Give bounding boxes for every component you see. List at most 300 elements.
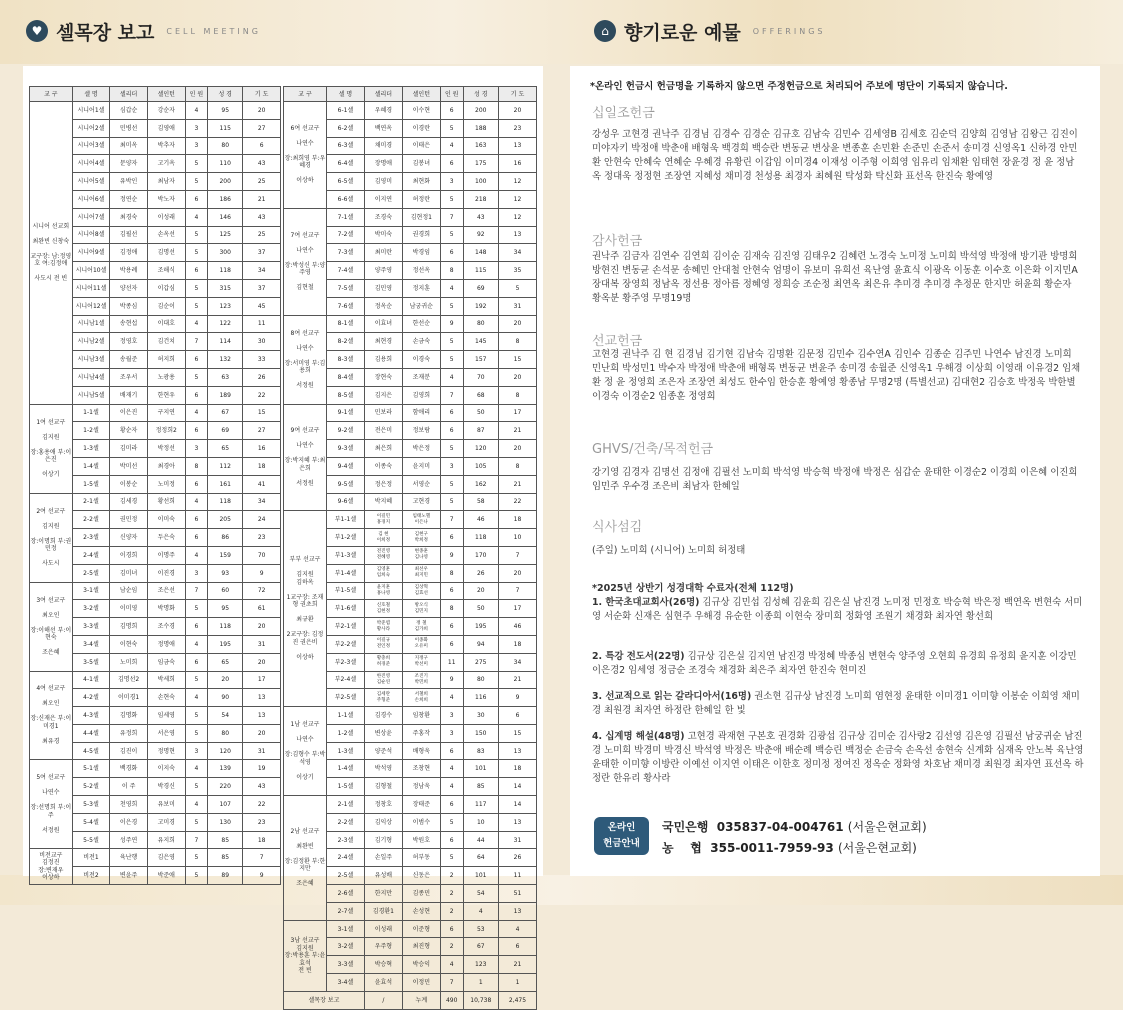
cell: 5-1셀 [72, 760, 110, 778]
cell: 23 [498, 119, 536, 137]
cell: 114 [208, 333, 243, 351]
group-cell: 비전교구 김정진 장:변재우 이상하 [30, 849, 73, 885]
cell: 박승혁 [364, 956, 402, 974]
online-notice: *온라인 헌금시 헌금명을 기록하지 않으면 주정헌금으로 처리되어 주보에 명단이 기록되지 않습니다. [590, 81, 1008, 92]
cell: 3-4셀 [72, 635, 110, 653]
cell: 12 [498, 173, 536, 191]
cell: 7-2셀 [327, 226, 365, 244]
cell: 부2-5셀 [327, 689, 365, 707]
cell: 지정구 박선미 [402, 653, 440, 671]
cell: 6 [185, 190, 208, 208]
cell: 4 [440, 689, 463, 707]
cell: 박노자 [147, 190, 185, 208]
cell: 정선옥 [402, 262, 440, 280]
cell: 시니어7셀 [72, 208, 110, 226]
cell: 4 [185, 493, 208, 511]
cell: 정영호 [110, 333, 148, 351]
cell: 조해식 [147, 262, 185, 280]
cell: 신양자 [110, 529, 148, 547]
cell: 시니어5셀 [72, 173, 110, 191]
cell: 최미옥 [110, 137, 148, 155]
cell: 시니남1셀 [72, 315, 110, 333]
cell: 3-2셀 [72, 600, 110, 618]
cell: 시니어3셀 [72, 137, 110, 155]
bank-owner: (서울은현교회) [837, 841, 917, 855]
cell: 3 [440, 457, 463, 475]
cell: 175 [463, 155, 498, 173]
cell: 5 [498, 279, 536, 297]
cell: 시니남4셀 [72, 368, 110, 386]
cell: 시니어6셀 [72, 190, 110, 208]
cell: 189 [208, 386, 243, 404]
cell: 110 [208, 155, 243, 173]
cell: 37 [243, 279, 281, 297]
total-people: 490 [440, 991, 463, 1009]
cell: 54 [463, 885, 498, 903]
reading-item-names: 김규상 김민섭 김성혜 김윤희 김은실 남진경 노미정 민정호 박승혁 박은정 백연옥 변현숙 서미영 서순화 신재은 심현주 우해경 유순한 이종희 이현숙 장미희 정화영 조원기 채경화 최자연 황선희 [592, 597, 1083, 622]
cell: 손일주 [364, 849, 402, 867]
group-cell: 시니어 선교회 최완빈 신창숙 교구장: 남:정영호 여:김정애 사도시 전 빈 [30, 102, 73, 405]
cell: 이 주 [110, 778, 148, 796]
cell: 유보미 [147, 796, 185, 814]
cell: 이성래 [147, 208, 185, 226]
cell: 5 [440, 333, 463, 351]
cell: 6 [440, 582, 463, 600]
cell: 101 [463, 760, 498, 778]
cell: 조경숙 [364, 208, 402, 226]
cell: 6-6셀 [327, 190, 365, 208]
cell: 배재기 [110, 386, 148, 404]
cell: 9 [498, 689, 536, 707]
cell: 17 [498, 404, 536, 422]
cell: 강순자 [147, 102, 185, 120]
cell: 7-4셀 [327, 262, 365, 280]
cell: 34 [243, 493, 281, 511]
cell: 6 [440, 404, 463, 422]
cell: 15 [498, 351, 536, 369]
cell: 박명화 [147, 600, 185, 618]
group-cell: 9여 선교구 나연수 장:박지혜 부:최은희 서정원 [284, 404, 327, 511]
cell: 162 [463, 475, 498, 493]
cell: 6 [498, 707, 536, 725]
cell: 4 [185, 635, 208, 653]
cell: 86 [208, 529, 243, 547]
cell: 허부동 [402, 849, 440, 867]
cell: 123 [208, 297, 243, 315]
table-row [30, 671, 281, 689]
cell: 150 [463, 724, 498, 742]
cell-table-right [283, 86, 537, 1010]
group-cell: 8여 선교구 나연수 장:서미영 부:김용희 서정원 [284, 315, 327, 404]
cell: 이미영 [110, 600, 148, 618]
cell: 21 [243, 190, 281, 208]
cell: 이은진 [110, 404, 148, 422]
cell: 4 [440, 279, 463, 297]
cell: 8-2셀 [327, 333, 365, 351]
offerings-title: 향기로운 예물 [624, 21, 741, 44]
cell: 50 [463, 404, 498, 422]
cell: 6 [440, 618, 463, 636]
cell: 130 [208, 813, 243, 831]
cell: 20 [498, 440, 536, 458]
cell: 시니남2셀 [72, 333, 110, 351]
cell: 최남자 [147, 173, 185, 191]
cell: 192 [463, 297, 498, 315]
cell: 김 현 이희정 [364, 529, 402, 547]
cell: 146 [208, 208, 243, 226]
cell: 26 [463, 564, 498, 582]
cell: 2-5셀 [72, 564, 110, 582]
column-header: 기 도 [498, 87, 536, 102]
cell: 4 [440, 137, 463, 155]
cell: 3-3셀 [327, 956, 365, 974]
cell: 1-4셀 [72, 457, 110, 475]
cell: 2 [440, 885, 463, 903]
cell: 최선우 최지민 [402, 564, 440, 582]
cell: 5 [440, 297, 463, 315]
cell: 6 [440, 244, 463, 262]
cell: 박지혜 [364, 493, 402, 511]
cell: 함애리 [402, 404, 440, 422]
cell: 6 [440, 102, 463, 120]
cell: 고미경 [147, 813, 185, 831]
total-sum-label: 누계 [402, 991, 440, 1009]
cell: 5 [440, 119, 463, 137]
cell: 임세영 [147, 707, 185, 725]
cell: 118 [208, 493, 243, 511]
cell: 이명주 [147, 546, 185, 564]
cell: 조진기 박민희 [402, 671, 440, 689]
cell: 8-1셀 [327, 315, 365, 333]
cell: 25 [243, 173, 281, 191]
cell: 조우서 [110, 368, 148, 386]
cell: 최경숙 [110, 208, 148, 226]
cell: 9 [440, 546, 463, 564]
cell: 5-5셀 [72, 831, 110, 849]
cell: 8-4셀 [327, 368, 365, 386]
mission-names: 고현경 권낙주 김 현 김경님 김기현 김남숙 김명환 김문정 김민수 김수연A 김인수 김종순 김주민 나연수 남진경 노미희 민난희 박성민1 박수자 박정애 박춘애 배형록 변동균 변윤주 송미경 송월준 신영옥1 우해경 이상희 이영래 이유경2 임채환 정 윤 정영희 조은자 조장연 최성도 한수임 한승훈 황예영 황종남 무명2명 (특별선교) 김대현2 김승호 박정욱 박한별 이경숙 이경순2 임종훈 정영희 [592, 349, 1081, 402]
cell: 박종심 [110, 297, 148, 315]
cell: 이경희 [110, 546, 148, 564]
cell: 정명애 [147, 635, 185, 653]
cell: 112 [208, 457, 243, 475]
total-bible: 10,738 [463, 991, 498, 1009]
cell: 85 [463, 778, 498, 796]
cell: 이길규 전인정 [364, 635, 402, 653]
cell: 80 [208, 724, 243, 742]
table-header-row [30, 87, 281, 102]
cell: 1-1셀 [72, 404, 110, 422]
cell: 4 [185, 689, 208, 707]
cell: 배형욱 [402, 742, 440, 760]
cell: 신동은 [402, 867, 440, 885]
total-prayer: 2,475 [498, 991, 536, 1009]
table-row [30, 493, 281, 511]
cell: 노미희 [110, 653, 148, 671]
cell: 부1-1셀 [327, 511, 365, 529]
reading-item [592, 690, 1084, 718]
cell: 80 [208, 137, 243, 155]
cell: 3 [440, 707, 463, 725]
cell: 6 [440, 831, 463, 849]
cell: 박정선 [147, 440, 185, 458]
cell: 허정란 [402, 190, 440, 208]
cell: 2-7셀 [327, 902, 365, 920]
cell: 두은숙 [147, 529, 185, 547]
cell: 6-3셀 [327, 137, 365, 155]
cell: 54 [208, 707, 243, 725]
cell: 장태준 [402, 796, 440, 814]
cell: 70 [243, 546, 281, 564]
cell: 5 [440, 351, 463, 369]
cell: 13 [498, 902, 536, 920]
cell: 시니어1셀 [72, 102, 110, 120]
cell: 145 [463, 333, 498, 351]
cell: 이진경 [147, 564, 185, 582]
cell: 5 [185, 813, 208, 831]
column-header: 셀리더 [110, 87, 148, 102]
cell: 148 [463, 244, 498, 262]
cell: 31 [498, 297, 536, 315]
cell: 변윤주 [110, 867, 148, 885]
cell: 6 [440, 155, 463, 173]
cell: 한선순 [402, 315, 440, 333]
cell: 성주연 [110, 831, 148, 849]
cell: 34 [498, 653, 536, 671]
cell: 4 [440, 956, 463, 974]
cell: 양주영 [364, 262, 402, 280]
cell: 우혜경 [364, 102, 402, 120]
column-header: 셀인턴 [402, 87, 440, 102]
reading-item [592, 730, 1084, 786]
cell: 6 [185, 511, 208, 529]
cell: 27 [243, 422, 281, 440]
group-cell: 6여 선교구 나연수 장:최희영 부:우혜경 이상하 [284, 102, 327, 209]
table-row [284, 315, 537, 333]
cell: 120 [463, 440, 498, 458]
cell: 이현숙 [110, 635, 148, 653]
cell-meeting-title: 셀목장 보고 [56, 21, 155, 44]
cell: 2-3셀 [72, 529, 110, 547]
cell: 20 [208, 671, 243, 689]
cell: 1-1셀 [327, 707, 365, 725]
cell: 3-2셀 [327, 938, 365, 956]
cell: 이길민 홍경지 [364, 511, 402, 529]
cell: 조창현 [402, 760, 440, 778]
cell: 이범수 [402, 813, 440, 831]
cell: 46 [463, 511, 498, 529]
column-header: 기 도 [243, 87, 281, 102]
cell: 61 [243, 600, 281, 618]
cell: 백연옥 [364, 119, 402, 137]
cell: 송월준 [110, 351, 148, 369]
meal-title: 식사섬김 [592, 520, 643, 535]
cell: 김건치 [147, 333, 185, 351]
cell: 장현숙 [364, 368, 402, 386]
cell: 2-1셀 [327, 796, 365, 814]
cell: 20 [463, 582, 498, 600]
cell: 유정희 [110, 724, 148, 742]
cell: 64 [463, 849, 498, 867]
cell: 9 [440, 671, 463, 689]
cell: 문양자 [110, 155, 148, 173]
cell: 5-2셀 [72, 778, 110, 796]
reading-item-names: 김규상 김은실 김지연 남진경 박정혜 박종심 변현숙 양주영 오현희 유경희 유정희 윤지훈 이강민 이은경2 임세영 정금순 조경숙 채경화 최은주 최자연 한진숙 현미진 [592, 651, 1077, 676]
cell: 5 [185, 867, 208, 885]
cell: 이준형 [402, 920, 440, 938]
cell: 정보람 [402, 422, 440, 440]
group-cell: 2여 선교구 김지원 장:이명희 부:권민정 사도시 [30, 493, 73, 582]
cell: 방오식 김민지 [402, 600, 440, 618]
cell: 김명선2 [110, 671, 148, 689]
cell: 박용례 [110, 262, 148, 280]
cell: 2 [440, 867, 463, 885]
table-row [30, 582, 281, 600]
cell: 9-3셀 [327, 440, 365, 458]
column-header: 성 경 [463, 87, 498, 102]
cell: 45 [243, 297, 281, 315]
cell: 3-1셀 [72, 582, 110, 600]
table-row [284, 208, 537, 226]
cell: 67 [208, 404, 243, 422]
cell: 21 [498, 956, 536, 974]
cell: 조은선 [147, 582, 185, 600]
cell: 72 [243, 582, 281, 600]
cell: 13 [498, 813, 536, 831]
cell: 부1-6셀 [327, 600, 365, 618]
cell: 20 [243, 653, 281, 671]
cell: 6 [440, 920, 463, 938]
reading-item-names: 고현경 곽재현 구본호 권경화 김광섭 김규상 김미순 김사랑2 김선영 김은영 김필선 남궁귀순 남진경 노미희 박경미 박경신 박석영 박정은 박춘애 배순례 백승린 백정순 손금숙 손옥선 송현숙 신계화 심재옥 안노복 육난영 윤태한 이미향 이방란 이예선 이지연 이태은 이한호 정미정 정여진 정옥순 정화영 차호남 채미경 최원경 최자연 표선옥 하정란 한유리 황사라 [592, 731, 1084, 784]
cell: 2-3셀 [327, 831, 365, 849]
cell: 300 [208, 244, 243, 262]
cell: 권경희 [402, 226, 440, 244]
cell: 163 [463, 137, 498, 155]
reading-item-head: 4. 십계명 해설(48명) [592, 731, 685, 742]
cell: 이대호 [147, 315, 185, 333]
cell: 93 [208, 564, 243, 582]
cell: 3 [440, 724, 463, 742]
cell: 3 [185, 137, 208, 155]
cell-meeting-panel [23, 66, 543, 1004]
cell: 3 [185, 564, 208, 582]
cell: 80 [463, 671, 498, 689]
column-header: 셀 명 [327, 87, 365, 102]
cell: 5 [185, 849, 208, 867]
cell: 박추자 [147, 137, 185, 155]
cell: 구지연 [147, 404, 185, 422]
cell: 고현경 [402, 493, 440, 511]
cell: 4 [185, 546, 208, 564]
cell: 50 [463, 600, 498, 618]
cell: 유성배 [364, 867, 402, 885]
cell: 22 [243, 796, 281, 814]
table-row [284, 707, 537, 725]
cell: 15 [243, 404, 281, 422]
cell-meeting-subtitle: CELL MEETING [166, 26, 261, 36]
cell: 13 [243, 689, 281, 707]
cell: 최미란 [364, 244, 402, 262]
cell: 이정민 [402, 974, 440, 992]
cell: 31 [498, 831, 536, 849]
cell: 한진영 김순연 [364, 671, 402, 689]
thanks-title: 감사헌금 [592, 234, 643, 249]
cell: 2-5셀 [327, 867, 365, 885]
cell: 이미숙 [147, 511, 185, 529]
cell: 시니어9셀 [72, 244, 110, 262]
group-cell: 2남 선교구 최완빈 장:김정환 부:한지만 조은혜 [284, 796, 327, 921]
cell: 200 [463, 102, 498, 120]
cell: 황선희 [147, 493, 185, 511]
cell: 5 [185, 600, 208, 618]
cell: 101 [463, 867, 498, 885]
cell: 26 [243, 368, 281, 386]
column-header: 셀인턴 [147, 87, 185, 102]
cell: 43 [463, 208, 498, 226]
cell: 7 [440, 208, 463, 226]
table-row [30, 404, 281, 422]
cell: 김필선 [110, 226, 148, 244]
cell: 11 [498, 867, 536, 885]
cell: 11 [243, 315, 281, 333]
cell: 정지훈 [402, 279, 440, 297]
cell: 김명화 [110, 707, 148, 725]
reading-item-head: 1. 한국초대교회사(26명) [592, 597, 700, 608]
cell: 4-1셀 [72, 671, 110, 689]
cell: 115 [208, 119, 243, 137]
tithe-names: 강성우 고현경 권낙주 김경님 김경수 김경순 김규호 김남숙 김민수 김세영B 김세호 김순덕 김양희 김영남 김왕근 김진이 미야자키 박정애 박춘애 배형욱 백경희 백승란 변동균 변상윤 변종훈 손민환 손준민 손준서 송미경 신영옥1 신하경 안민환 안현숙 안혜숙 연혜순 우혜경 유황린 이갑임 이미경4 이재성 이주형 이희영 임유리 임채환 임태현 장윤경 정 윤 정남옥 정대욱 정정현 조장연 지혜성 채미경 천성용 최경자 최혜원 탁성화 탁신화 표선옥 한진숙 황예영 [592, 129, 1078, 182]
group-cell: 7여 선교구 나연수 장:박성신 부:양주영 김현철 [284, 208, 327, 315]
cell: 9-6셀 [327, 493, 365, 511]
cell: 1 [463, 974, 498, 992]
cell: 20 [498, 368, 536, 386]
cell: 120 [208, 742, 243, 760]
cell: 6-2셀 [327, 119, 365, 137]
cell: 김지은 [364, 386, 402, 404]
cell: 정창호 [364, 796, 402, 814]
column-header: 인 원 [440, 87, 463, 102]
cell: 68 [463, 386, 498, 404]
cell: 123 [463, 956, 498, 974]
cell: 4 [440, 368, 463, 386]
table-row [284, 102, 537, 120]
ghvs-title: GHVS/건축/목적헌금 [592, 442, 714, 457]
cell: 김영훈 임희숙 [364, 564, 402, 582]
cell: 손성현 [402, 902, 440, 920]
cell: 105 [463, 457, 498, 475]
cell: 20 [243, 724, 281, 742]
cell: 6 [185, 386, 208, 404]
cell: 한현우 [147, 386, 185, 404]
cell: 부1-2셀 [327, 529, 365, 547]
cell: 최현경 [364, 333, 402, 351]
cell: 4-3셀 [72, 707, 110, 725]
bank-number: 035837-04-004761 [716, 820, 844, 834]
church-icon: ⌂ [594, 20, 616, 42]
cell: 5 [440, 475, 463, 493]
cell: 7 [243, 849, 281, 867]
cell: 11 [440, 653, 463, 671]
cell: 8 [498, 457, 536, 475]
cell: 백경화 [110, 760, 148, 778]
cell: 20 [498, 564, 536, 582]
cell: 3 [440, 173, 463, 191]
cell: 민병선 [110, 119, 148, 137]
cell: 6 [440, 635, 463, 653]
cell: 시니어11셀 [72, 279, 110, 297]
thanks-names: 권낙주 김금자 김연수 김연희 김이순 김재숙 김진영 김태우2 김혜련 노경숙 노미정 노미희 박석영 박정애 방기관 방명희 방현진 변동균 손석문 송혜민 안대철 안현숙 엄명이 유보미 유희선 육난영 윤효식 이광옥 이동훈 이수호 이은화 이지민A 장대복 장영희 정남옥 정선용 정아름 정혜영 정희승 조순정 최연옥 최은유 추미경 추미경 추정문 한지만 허윤희 황순자 황옥분 황주영 무명19명 [592, 251, 1078, 304]
cell: 43 [243, 778, 281, 796]
